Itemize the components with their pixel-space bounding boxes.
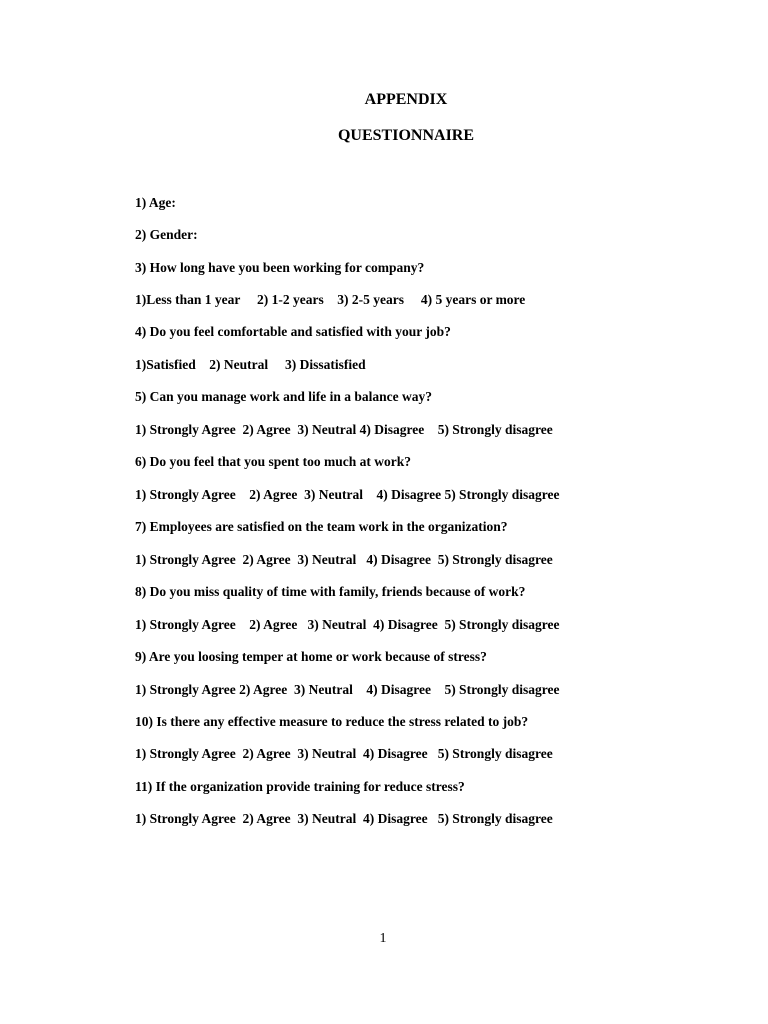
question-gender: 2) Gender: <box>135 227 198 242</box>
page-number: 1 <box>379 931 387 946</box>
answer-options-11: 1) Strongly Agree 2) Agree 3) Neutral 4) Disagree 5) Strongly disagree <box>135 811 553 826</box>
question-9: 9) Are you loosing temper at home or work because of stress? <box>135 649 487 664</box>
question-5: 5) Can you manage work and life in a balance way? <box>135 389 433 404</box>
question-6: 6) Do you feel that you spent too much at work? <box>135 454 411 469</box>
answer-options-5: 1) Strongly Agree 2) Agree 3) Neutral 4) Disagree 5) Strongly disagree <box>135 422 553 437</box>
answer-options-3: 1)Less than 1 year 2) 1-2 years 3) 2-5 years 4) 5 years or more <box>135 292 526 307</box>
question-7: 7) Employees are satisfied on the team work in the organization? <box>135 519 508 534</box>
answer-options-8: 1) Strongly Agree 2) Agree 3) Neutral 4) Disagree 5) Strongly disagree <box>135 617 560 632</box>
questionnaire-heading: QUESTIONNAIRE <box>337 127 475 144</box>
question-8: 8) Do you miss quality of time with family, friends because of work? <box>135 584 526 599</box>
answer-options-9: 1) Strongly Agree 2) Agree 3) Neutral 4) Disagree 5) Strongly disagree <box>135 682 560 697</box>
appendix-heading: APPENDIX <box>364 91 448 108</box>
answer-options-4: 1)Satisfied 2) Neutral 3) Dissatisfied <box>135 357 366 372</box>
answer-options-7: 1) Strongly Agree 2) Agree 3) Neutral 4) Disagree 5) Strongly disagree <box>135 552 553 567</box>
question-age: 1) Age: <box>135 195 176 210</box>
question-10: 10) Is there any effective measure to reduce the stress related to job? <box>135 714 529 729</box>
answer-options-6: 1) Strongly Agree 2) Agree 3) Neutral 4) Disagree 5) Strongly disagree <box>135 487 560 502</box>
question-4: 4) Do you feel comfortable and satisfied with your job? <box>135 324 451 339</box>
question-11: 11) If the organization provide training for reduce stress? <box>135 779 465 794</box>
answer-options-10: 1) Strongly Agree 2) Agree 3) Neutral 4) Disagree 5) Strongly disagree <box>135 746 553 761</box>
question-3: 3) How long have you been working for company? <box>135 260 425 275</box>
